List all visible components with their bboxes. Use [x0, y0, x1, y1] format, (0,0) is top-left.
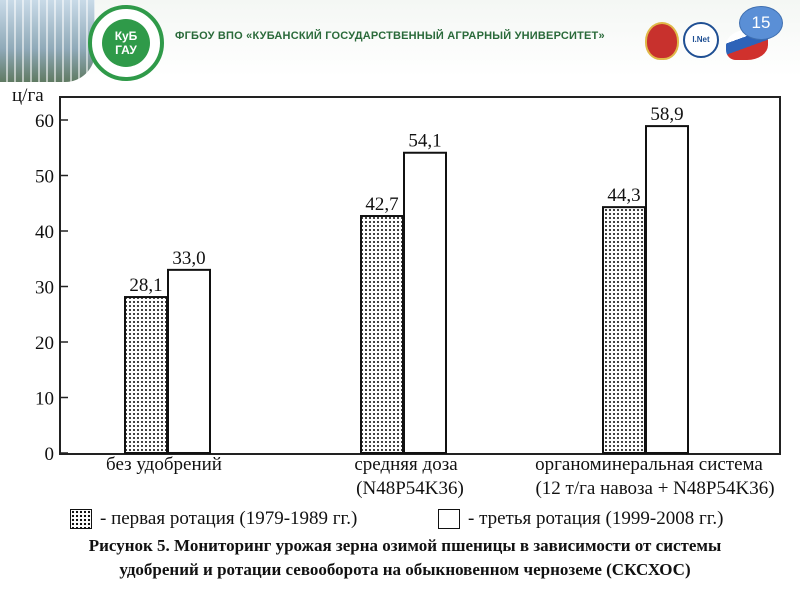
y-tick-label: 0 — [44, 444, 54, 465]
legend-label-first-rotation: - первая ротация (1979-1989 гг.) — [100, 508, 358, 529]
bar-value-label: 28,1 — [129, 275, 163, 297]
bar-first-rotation — [603, 207, 645, 453]
logo-text-top: КуБ — [114, 29, 138, 43]
y-tick-label: 40 — [35, 222, 54, 243]
y-tick-label: 10 — [35, 388, 54, 410]
legend-item-first-rotation — [70, 508, 357, 530]
category-label-medium-dose: средняя доза — [354, 454, 458, 475]
chart-legend — [70, 508, 790, 534]
caption-line-1: Рисунок 5. Мониторинг урожая зерна озимой пшеницы в зависимости от системы — [88, 536, 722, 555]
bar-value-label: 58,9 — [650, 104, 684, 126]
legend-swatch-white — [438, 509, 460, 529]
slide-number-badge: 15 — [739, 6, 783, 40]
bar-value-label: 54,1 — [408, 130, 442, 152]
inet-badge-icon: I.Net — [683, 22, 719, 58]
caption-line-2: удобрений и ротации севооборота на обыкновенном черноземе (СКСХОС) — [119, 560, 691, 579]
legend-swatch-dotted — [70, 509, 92, 529]
category-label-medium-dose-formula: (N48P54K36) — [356, 478, 464, 499]
category-label-organomineral: органоминеральная система — [535, 454, 763, 475]
university-title: ФГБОУ ВПО «КУБАНСКИЙ ГОСУДАРСТВЕННЫЙ АГРАРНЫЙ УНИВЕРСИТЕТ» — [175, 30, 605, 42]
bar-first-rotation — [361, 216, 403, 453]
figure-caption — [30, 534, 780, 582]
legend-label-third-rotation: - третья ротация (1999-2008 гг.) — [468, 508, 724, 529]
y-axis-unit-label: ц/га — [12, 85, 44, 106]
bar-third-rotation — [168, 270, 210, 453]
bar-third-rotation — [404, 153, 446, 453]
y-tick-label: 20 — [35, 333, 54, 354]
bar-first-rotation — [125, 297, 167, 453]
legend-item-third-rotation — [438, 508, 723, 530]
y-tick-label: 50 — [35, 166, 54, 188]
y-tick-label: 60 — [35, 111, 54, 132]
bar-third-rotation — [646, 126, 688, 453]
category-label-no-fertilizer: без удобрений — [106, 454, 222, 475]
bar-value-label: 42,7 — [365, 194, 399, 216]
category-label-organomineral-detail: (12 т/га навоза + N48P54K36) — [535, 478, 775, 499]
bar-value-label: 33,0 — [172, 247, 206, 269]
bar-value-label: 44,3 — [607, 185, 641, 207]
logo-text-bottom: ГАУ — [115, 43, 137, 57]
y-tick-label: 30 — [35, 277, 54, 299]
